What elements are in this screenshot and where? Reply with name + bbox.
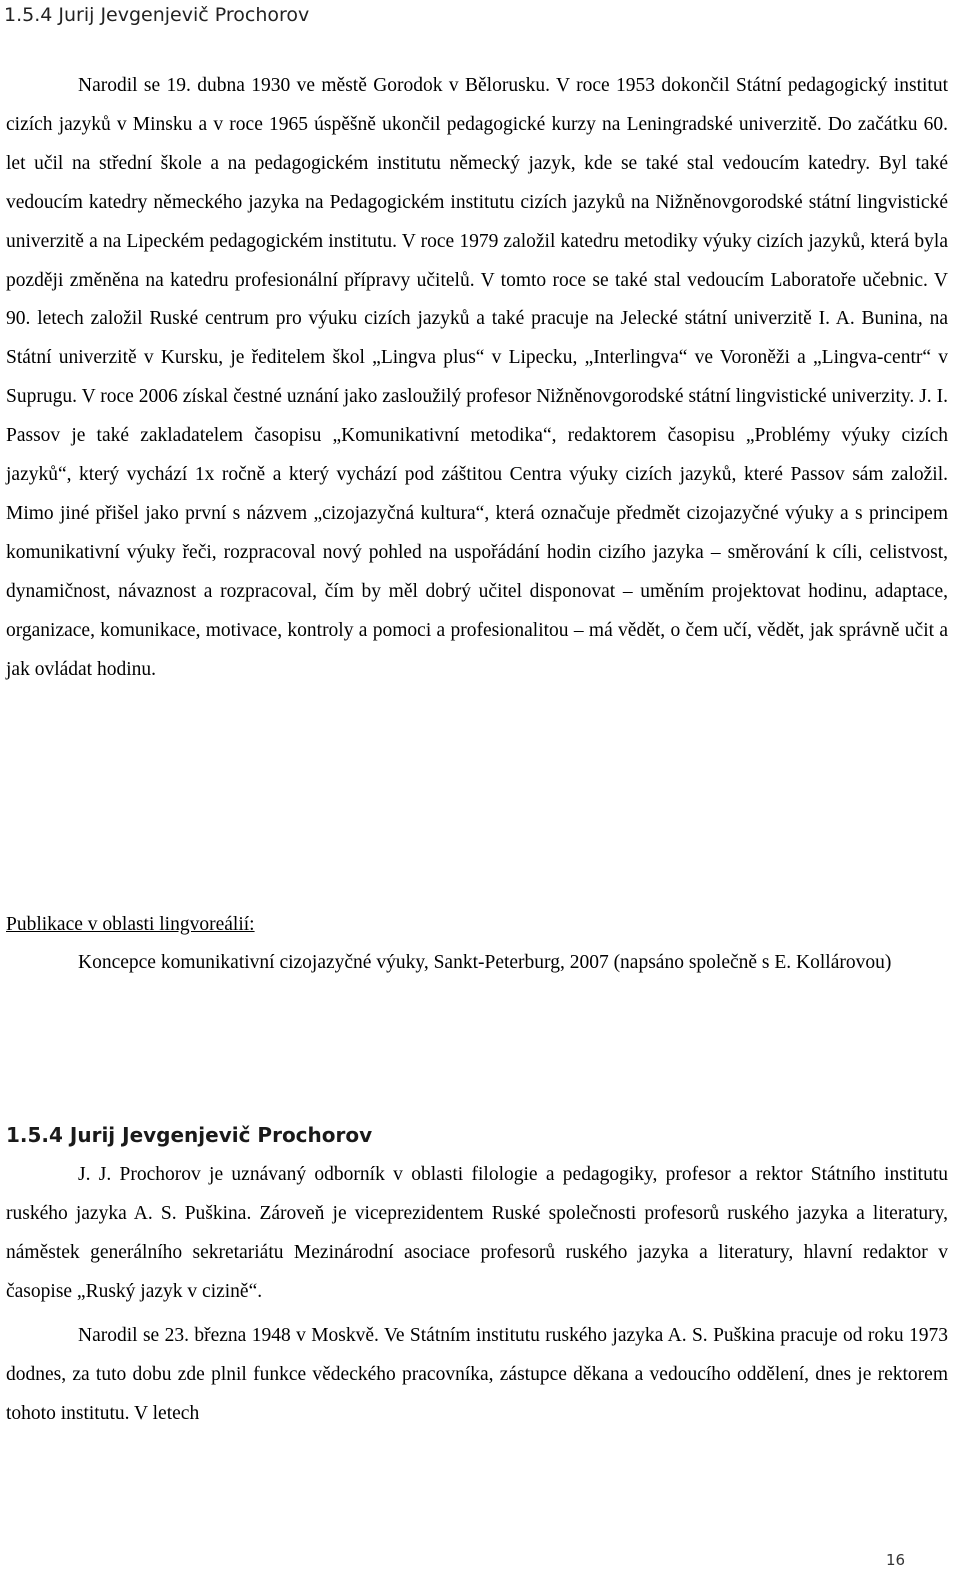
page-number: 16	[886, 1551, 906, 1569]
publications-heading: Publikace v oblasti lingvoreálií:	[6, 914, 255, 935]
section-heading: 1.5.4 Jurij Jevgenjevič Prochorov	[6, 1123, 373, 1147]
publication-entry: Koncepce komunikativní cizojazyčné výuky, Sankt-Peterburg, 2007 (napsáno společně s E. Kollárovou)	[78, 952, 892, 973]
top-heading: 1.5.4 Jurij Jevgenjevič Prochorov	[4, 4, 310, 26]
paragraph-prochorov-career: Narodil se 23. března 1948 v Moskvě. Ve Státním institutu ruského jazyka A. S. Puškina pracuje od roku 1973 dodnes, za tuto dobu zde plnil funkce vědeckého pracovníka, zástupce děkana a vedoucího oddělení, dnes je rektorem tohoto institutu. V letech	[6, 1325, 948, 1424]
paragraph-prochorov-intro: J. J. Prochorov je uznávaný odborník v oblasti filologie a pedagogiky, profesor a rektor Státního institutu ruského jazyka A. S. Puškina. Zároveň je viceprezidentem Ruské společnosti profesorů ruského jazyka a literatury, náměstek generálního sekretariátu Mezinárodní asociace profesorů ruského jazyka a literatury, hlavní redaktor v časopise „Ruský jazyk v cizině“.	[6, 1164, 948, 1302]
paragraph-biography-passov: Narodil se 19. dubna 1930 ve městě Gorodok v Bělorusku. V roce 1953 dokončil Státní pedagogický institut cizích jazyků v Minsku a v roce 1965 úspěšně ukončil pedagogické kurzy na Leningradské univerzitě. Do začátku 60. let učil na střední škole a na pedagogickém institutu německý jazyk, kde se také stal vedoucím katedry. Byl také vedoucím katedry německého jazyka na Pedagogickém institutu cizích jazyků na Nižněnovgorodské státní lingvistické univerzitě a na Lipeckém pedagogickém institutu. V roce 1979 založil katedru metodiky výuky cizích jazyků, která byla později změněna na katedru profesionální přípravy učitelů. V tomto roce se také stal vedoucím Laboratoře učebnic. V 90. letech založil Ruské centrum pro výuku cizích jazyků a také pracuje na Jelecké státní univerzitě I. A. Bunina, na Státní univerzitě v Kursku, je ředitelem škol „Lingva plus“ v Lipecku, „Interlingva“ ve Voroněži a „Lingva-centr“ v Suprugu. V roce 2006 získal čestné uznání jako zasloužilý profesor Nižněnovgorodské státní lingvistické univerzity. J. I. Passov je také zakladatelem časopisu „Komunikativní metodika“, redaktorem časopisu „Problémy výuky cizích jazyků“, který vychází 1x ročně a který vychází pod záštitou Centra výuky cizích jazyků, které Passov sám založil. Mimo jiné přišel jako první s názvem „cizojazyčná kultura“, která označuje předmět cizojazyčné výuky a s principem komunikativní výuky řeči, rozpracoval nový pohled na uspořádání hodin cizího jazyka – směrování k cíli, celistvost, dynamičnost, návaznost a rozpracoval, čím by měl dobrý učitel disponovat – uměním projektovat hodinu, adaptace, organizace, komunikace, motivace, kontroly a pomoci a profesionalitou – má vědět, o čem učí, vědět, jak správně učit a jak ovládat hodinu.	[6, 75, 948, 680]
